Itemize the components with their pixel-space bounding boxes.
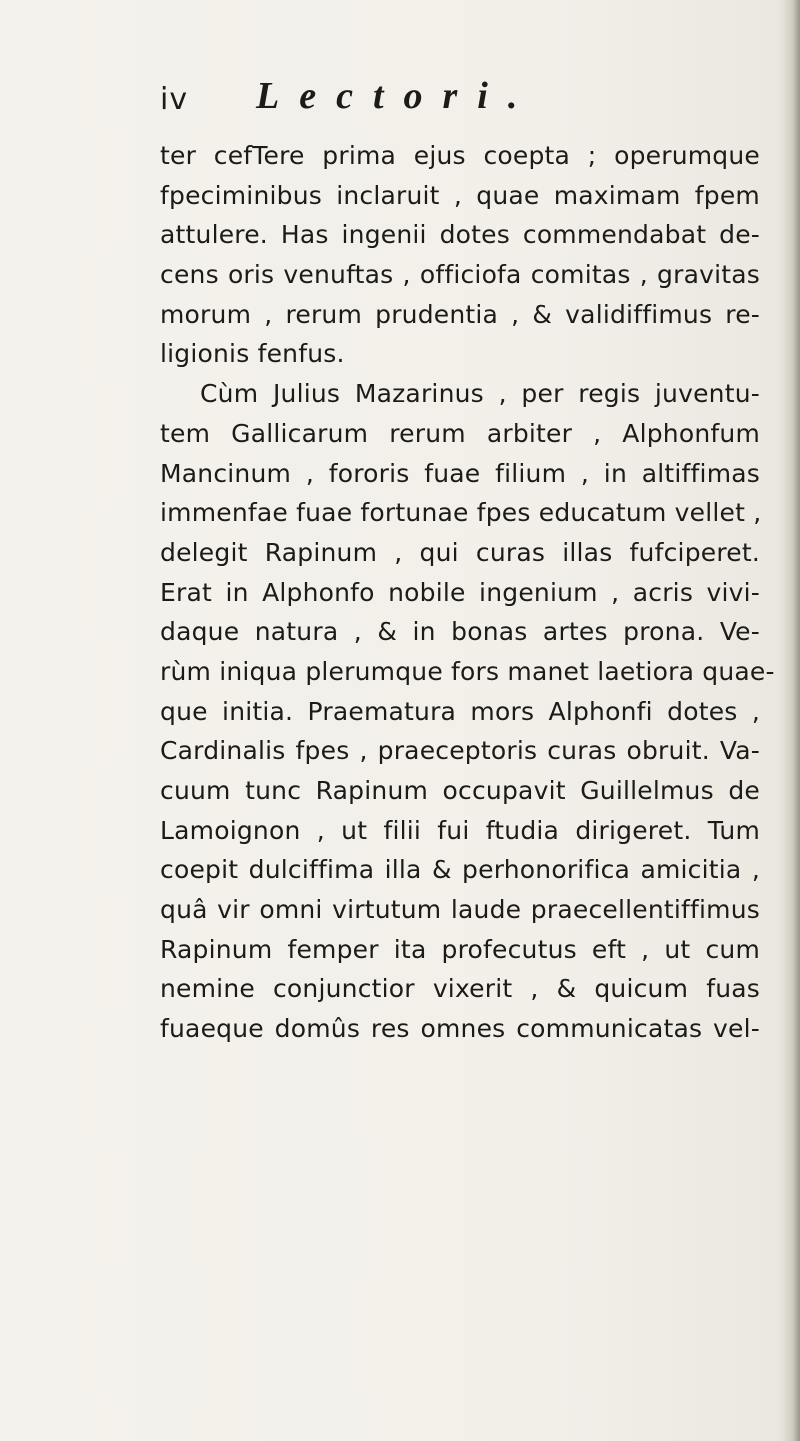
text-line: tem Gallicarum rerum arbiter , Alphonfum — [160, 418, 760, 448]
page-number: iv — [160, 82, 189, 117]
paragraph-first-line: Cùm Julius Mazarinus , per regis juventu- — [200, 379, 760, 409]
text-line: attulere. Has ingenii dotes commendabat de- — [160, 220, 760, 250]
text-line: daque natura , & in bonas artes prona. Ve- — [160, 617, 760, 647]
text-line: Erat in Alphonfo nobile ingenium , acris vivi- — [160, 577, 760, 607]
page-header — [160, 74, 760, 124]
text-line: Rapinum femper ita profecutus eft , ut cum — [160, 934, 760, 964]
text-line: ter cefTere prima ejus coepta ; operumque — [160, 141, 760, 170]
running-head: Lectori. — [256, 75, 538, 117]
body-text — [160, 136, 775, 1049]
text-line: que initia. Praematura mors Alphonfi dotes , — [160, 696, 760, 726]
text-line: quâ vir omni virtutum laude praecellentiffimus — [160, 895, 760, 925]
text-line: delegit Rapinum , qui curas illas fufciperet. — [160, 537, 760, 567]
text-line: coepit dulciffima illa & perhonorifica amicitia , — [160, 855, 760, 885]
text-line: nemine conjunctior vixerit , & quicum fuas — [160, 974, 760, 1004]
page-edge-shadow — [782, 0, 800, 1441]
text-line: morum , rerum prudentia , & validiffimus re- — [160, 299, 760, 329]
text-line: cens oris venuftas , officiofa comitas , gravitas — [160, 260, 760, 290]
text-line: fuaeque domûs res omnes communicatas vel- — [160, 1014, 760, 1044]
text-line: Lamoignon , ut filii fui ftudia dirigeret. Tum — [160, 815, 760, 845]
text-line: ligionis fenfus. — [160, 339, 345, 369]
text-line: immenfae fuae fortunae fpes educatum vellet , — [160, 498, 762, 528]
text-line: Mancinum , fororis fuae filium , in altiffimas — [160, 458, 760, 488]
text-line: fpeciminibus inclaruit , quae maximam fpem — [160, 180, 760, 210]
text-line: Cardinalis fpes , praeceptoris curas obruit. Va- — [160, 736, 760, 766]
text-line: cuum tunc Rapinum occupavit Guillelmus de — [160, 776, 760, 805]
text-line: rùm iniqua plerumque fors manet laetiora quae- — [160, 656, 775, 686]
